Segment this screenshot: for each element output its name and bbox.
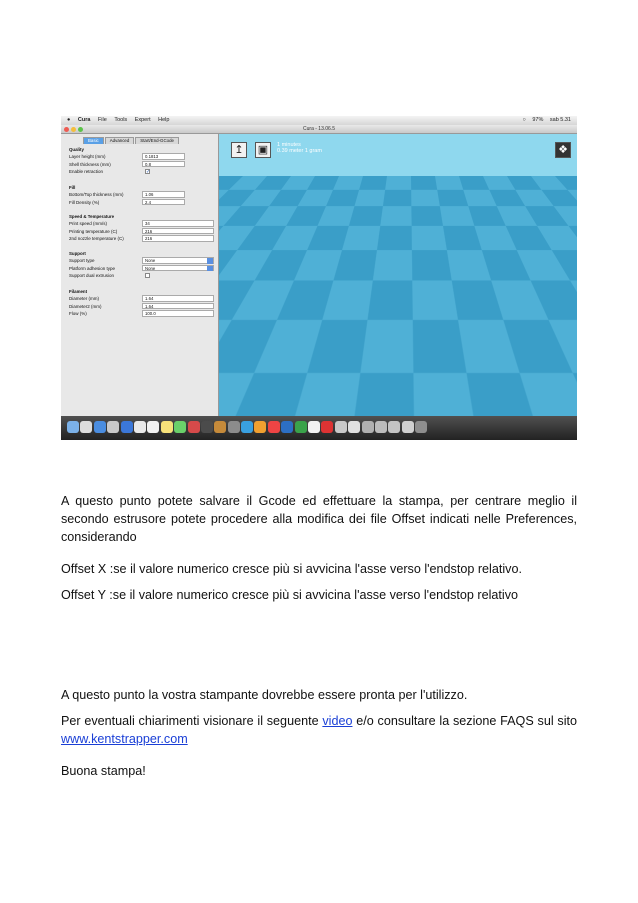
calendar-icon[interactable] (147, 421, 159, 433)
paragraph-ready: A questo punto la vostra stampante dovrebbe essere pronta per l'utilizzo. (61, 688, 468, 702)
layer-height-label: Layer height (mm) (69, 154, 106, 159)
dock-icons (67, 421, 429, 433)
robot-mascot-icon: ▩ (553, 372, 571, 394)
platform-adhesion-label: Platform adhesion type (69, 265, 116, 271)
print-speed-label: Print speed (mm/s) (69, 221, 108, 226)
paragraph-save-gcode: A questo punto potete salvare il Gcode ed effettuare la stampa, per centrare meglio il secondo estrusore potete procedere alla modifica dei file Offset indicati nelle Preferences, considerando (61, 494, 577, 544)
bottom-top-thickness-label: Bottom/Top thickness (mm) (69, 192, 124, 197)
support-dual-extrusion-label: Support dual extrusion (69, 273, 115, 279)
filament-heading: Filament (69, 289, 88, 294)
documents-icon[interactable] (388, 421, 400, 433)
save-gcode-icon[interactable]: ▣ (255, 142, 271, 158)
cura-dock-icon[interactable] (308, 421, 320, 433)
launchpad-icon[interactable] (80, 421, 92, 433)
menubar-status-area (517, 116, 571, 125)
status-message: Saved as /Users/apple/Desktop/calibrazione doppio estrusore max/ConotrafficoGRANDE.gcode (237, 404, 513, 411)
filament-group (65, 288, 215, 318)
firefox-icon[interactable] (254, 421, 266, 433)
cura-screenshot (61, 116, 577, 440)
diameter-input[interactable]: 1.64 (142, 295, 214, 302)
window-titlebar (61, 125, 577, 134)
support-heading: Support (69, 251, 86, 256)
printing-temperature-input[interactable]: 216 (142, 228, 214, 235)
paragraph-offset-y: Offset Y :se il valore numerico cresce più si avvicina l'asse verso l'endstop relativo (61, 588, 518, 602)
view-mode-icon[interactable]: ❖ (555, 142, 571, 158)
mac-dock (61, 416, 577, 440)
word-icon[interactable] (281, 421, 293, 433)
safari-icon[interactable] (94, 421, 106, 433)
print-estimate (277, 142, 322, 154)
support-type-label: Support type (69, 258, 95, 263)
diameter2-input[interactable]: 1.64 (142, 303, 214, 310)
textedit-icon[interactable] (348, 421, 360, 433)
contacts-icon[interactable] (134, 421, 146, 433)
enable-retraction-label: Enable retraction (69, 169, 104, 175)
chrome-icon[interactable] (268, 421, 280, 433)
preview-icon[interactable] (335, 421, 347, 433)
flow-input[interactable]: 100.0 (142, 310, 214, 317)
close-window-icon[interactable] (64, 127, 69, 132)
kentstrapper-link[interactable]: www.kentstrapper.com (61, 732, 188, 746)
garageband-icon[interactable] (214, 421, 226, 433)
chevron-down-icon (207, 266, 213, 272)
window-title: Cura - 13.06.5 (303, 126, 335, 132)
messages-icon[interactable] (174, 421, 186, 433)
paragraph-help (61, 712, 577, 748)
support-group (65, 250, 215, 280)
downloads-icon[interactable] (375, 421, 387, 433)
fill-heading: Fill (69, 185, 76, 190)
zoom-window-icon[interactable] (78, 127, 83, 132)
platform-adhesion-select[interactable] (142, 265, 214, 272)
fill-density-label: Fill Density (%) (69, 199, 100, 205)
menu-expert[interactable]: Expert (134, 117, 151, 123)
quality-group (65, 146, 215, 176)
fill-density-input[interactable]: 2.4 (142, 199, 185, 206)
excel-icon[interactable] (295, 421, 307, 433)
print-speed-input[interactable]: 34 (142, 220, 214, 227)
app-store-icon[interactable] (121, 421, 133, 433)
acrobat-icon[interactable] (321, 421, 333, 433)
bottom-top-thickness-input[interactable]: 1.06 (142, 191, 185, 198)
menu-file[interactable]: File (97, 117, 107, 123)
enable-retraction-checkbox[interactable]: ✓ (146, 169, 151, 176)
folder-icon[interactable] (362, 421, 374, 433)
shell-thickness-input[interactable]: 0.8 (142, 161, 185, 168)
notes-icon[interactable] (161, 421, 173, 433)
build-plate-grid (219, 134, 577, 176)
wifi-icon[interactable]: ○ (522, 117, 526, 123)
speed-temperature-group (65, 213, 215, 243)
system-preferences-icon[interactable] (228, 421, 240, 433)
3d-viewport[interactable] (219, 134, 577, 416)
mirror-tool-icon[interactable]: ↔ (335, 380, 349, 394)
photo-booth-icon[interactable] (201, 421, 213, 433)
skype-icon[interactable] (241, 421, 253, 433)
battery-percent[interactable]: 97% (532, 117, 544, 123)
load-model-icon[interactable]: ↥ (231, 142, 247, 158)
filament-usage: 0.39 meter 1 gram (277, 148, 322, 154)
rotate-tool-icon[interactable]: ⟲ (291, 380, 305, 394)
chevron-down-icon (207, 258, 213, 264)
settings-tabs (83, 137, 180, 144)
print-time: 1 minutes (277, 142, 301, 148)
status-bar (229, 402, 573, 414)
diameter2-label: Diameter2 (mm) (69, 303, 102, 309)
help-text-start: Per eventuali chiarimenti visionare il seguente (61, 714, 323, 728)
flow-label: Flow (%) (69, 311, 87, 317)
layer-height-input[interactable]: 0.1813 (142, 153, 185, 160)
paragraph-offset-x: Offset X :se il valore numerico cresce più si avvicina l'asse verso l'endstop relativo. (61, 562, 522, 576)
menu-help[interactable]: Help (158, 117, 170, 123)
settings-panel (61, 134, 219, 416)
itunes-icon[interactable] (188, 421, 200, 433)
support-type-value: None (145, 258, 156, 263)
support-dual-extrusion-checkbox[interactable] (145, 273, 150, 278)
close-status-icon[interactable]: X (562, 404, 567, 411)
help-text-middle: e/o consultare la sezione FAQS sul sito (352, 714, 577, 728)
menu-tools[interactable]: Tools (114, 117, 128, 123)
paragraph-closing: Buona stampa! (61, 764, 146, 778)
fill-group (65, 184, 215, 206)
quality-heading: Quality (69, 147, 84, 152)
menu-cura[interactable]: Cura (77, 117, 91, 123)
tab-advanced[interactable]: Advanced (105, 137, 135, 144)
minimize-window-icon[interactable] (71, 127, 76, 132)
mac-menubar (61, 116, 577, 125)
tab-basic[interactable]: Basic (83, 137, 104, 144)
ring-model[interactable] (337, 252, 462, 322)
printing-temperature-label: Printing temperature (C) (69, 228, 118, 234)
nozzle2-temperature-input[interactable]: 216 (142, 235, 214, 242)
platform-adhesion-value: None (145, 265, 156, 271)
trash-icon[interactable] (415, 421, 427, 433)
tab-start-end-gcode[interactable]: Start/End-GCode (135, 137, 179, 144)
shell-thickness-label: Shell thickness (mm) (69, 161, 111, 167)
finder-icon[interactable] (67, 421, 79, 433)
stack-icon[interactable] (402, 421, 414, 433)
mail-icon[interactable] (107, 421, 119, 433)
speed-temperature-heading: Speed & Temperature (69, 214, 115, 219)
video-link[interactable]: video (322, 714, 353, 728)
nozzle2-temperature-label: 2nd nozzle temperature (C) (69, 236, 124, 242)
apple-icon[interactable]: ● (67, 117, 71, 123)
diameter-label: Diameter (mm) (69, 296, 99, 301)
clock[interactable]: sab 5.31 (549, 117, 571, 123)
support-type-select[interactable] (142, 257, 214, 264)
scale-tool-icon[interactable]: ⇲ (313, 380, 327, 394)
